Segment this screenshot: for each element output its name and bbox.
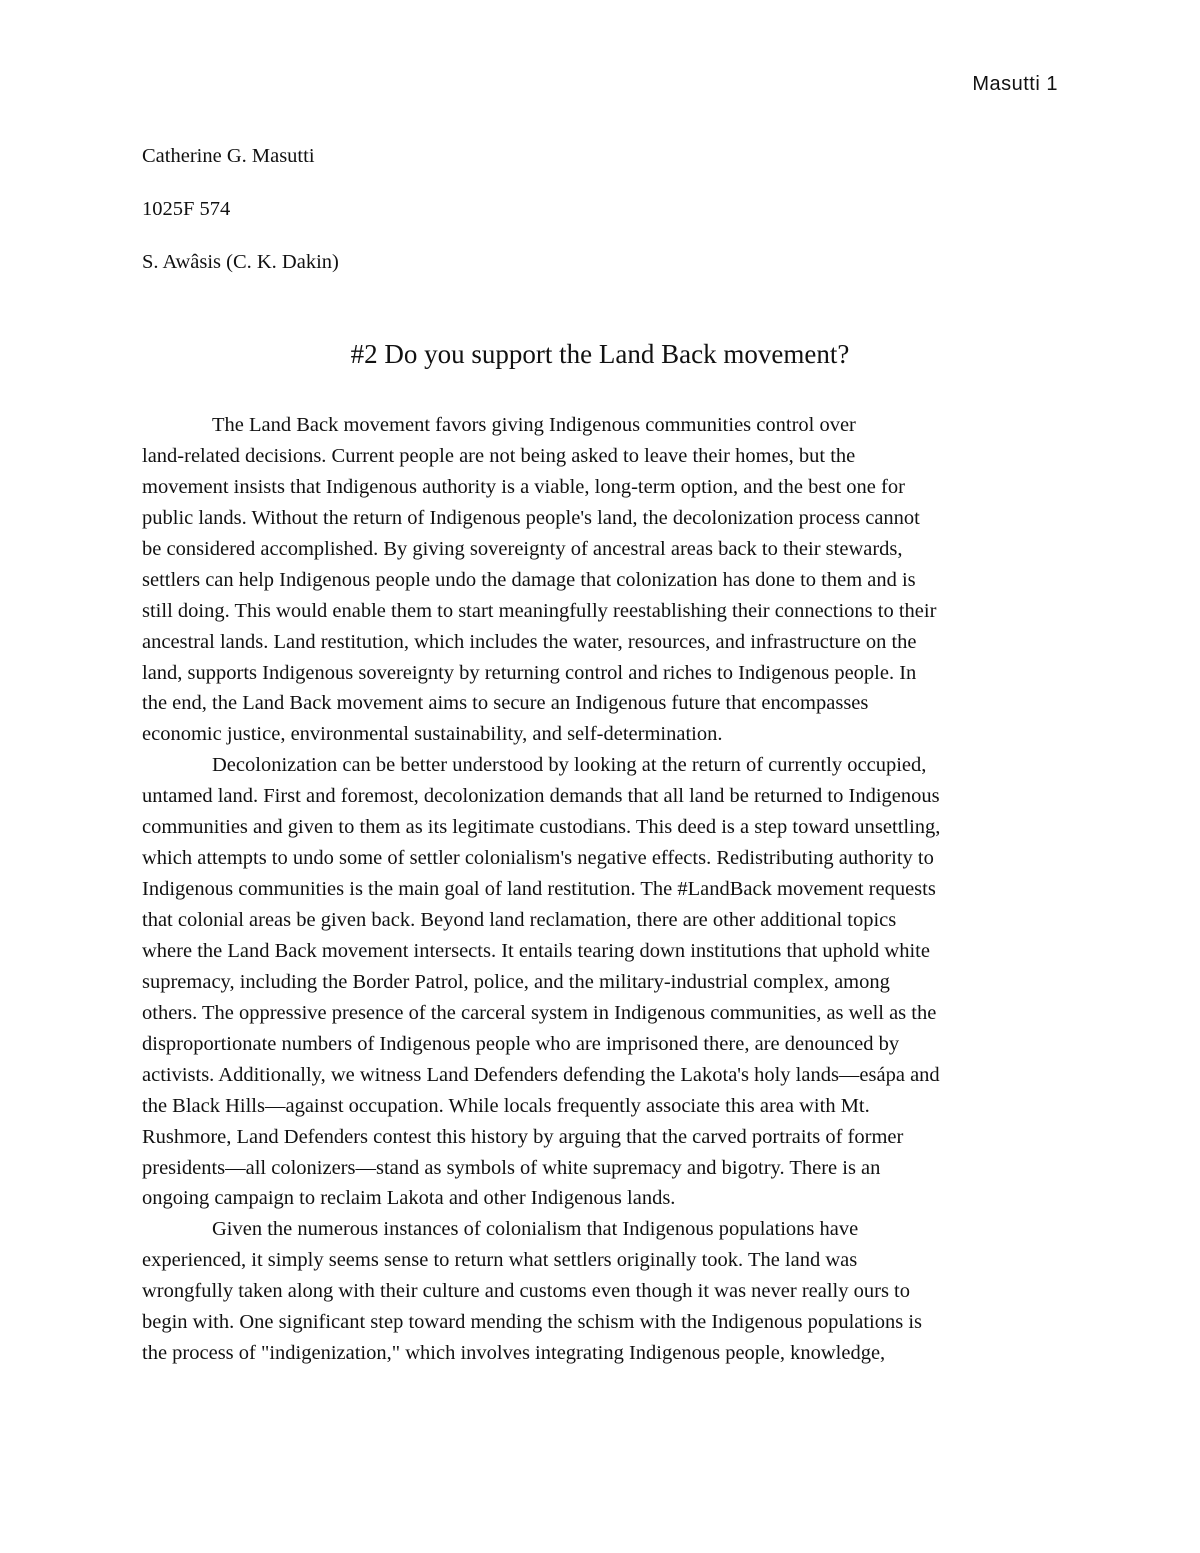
body-line: Rushmore, Land Defenders contest this history by arguing that the carved portraits of former: [142, 1125, 904, 1148]
body-line: still doing. This would enable them to start meaningfully reestablishing their connections to their: [142, 599, 937, 622]
body-line: Given the numerous instances of colonialism that Indigenous populations have: [212, 1218, 859, 1241]
body-line: settlers can help Indigenous people undo the damage that colonization has done to them and is: [142, 568, 916, 591]
body-line: movement insists that Indigenous authority is a viable, long-term option, and the best one for: [142, 475, 905, 498]
body-line: wrongfully taken along with their culture and customs even though it was never really ours to: [142, 1280, 910, 1303]
course-code: 1025F 574: [142, 198, 231, 220]
body-line: disproportionate numbers of Indigenous people who are imprisoned there, are denounced by: [142, 1032, 900, 1055]
body-line: which attempts to undo some of settler colonialism's negative effects. Redistributing authority to: [142, 847, 934, 870]
body-line: land-related decisions. Current people are not being asked to leave their homes, but the: [142, 444, 856, 467]
body-line: where the Land Back movement intersects. It entails tearing down institutions that uphold white: [142, 939, 930, 962]
body-line: communities and given to them as its legitimate custodians. This deed is a step toward unsettling,: [142, 816, 941, 839]
body-line: begin with. One significant step toward mending the schism with the Indigenous populations is: [142, 1311, 923, 1334]
author-name: Catherine G. Masutti: [142, 145, 315, 167]
body-line: be considered accomplished. By giving sovereignty of ancestral areas back to their stewards,: [142, 537, 903, 560]
body-line: the Black Hills—against occupation. While locals frequently associate this area with Mt.: [142, 1094, 870, 1117]
body-line: others. The oppressive presence of the carceral system in Indigenous communities, as well as the: [142, 1001, 937, 1024]
body-line: ancestral lands. Land restitution, which includes the water, resources, and infrastructure on the: [142, 630, 917, 653]
body-line: Indigenous communities is the main goal of land restitution. The #LandBack movement requests: [142, 878, 936, 901]
body-line: presidents—all colonizers—stand as symbols of white supremacy and bigotry. There is an: [142, 1156, 881, 1179]
instructor-name: S. Awâsis (C. K. Dakin): [142, 251, 339, 273]
body-line: The Land Back movement favors giving Indigenous communities control over: [212, 414, 856, 436]
heading-block: [142, 144, 1062, 303]
body-line: economic justice, environmental sustainability, and self-determination.: [142, 723, 723, 746]
body-line: untamed land. First and foremost, decolonization demands that all land be returned to Indigenous: [142, 785, 940, 808]
body-line: land, supports Indigenous sovereignty by returning control and riches to Indigenous people. In: [142, 661, 917, 684]
essay-title: #2 Do you support the Land Back movement?: [350, 339, 850, 369]
running-head: Masutti 1: [972, 73, 1058, 95]
body-line: ongoing campaign to reclaim Lakota and other Indigenous lands.: [142, 1187, 676, 1210]
body-line: the process of "indigenization," which involves integrating Indigenous people, knowledge,: [142, 1342, 886, 1365]
body-line: activists. Additionally, we witness Land Defenders defending the Lakota's holy lands—esápa and: [142, 1063, 940, 1086]
body-line: public lands. Without the return of Indigenous people's land, the decolonization process cannot: [142, 506, 920, 529]
body-line: the end, the Land Back movement aims to secure an Indigenous future that encompasses: [142, 692, 869, 715]
body-line: that colonial areas be given back. Beyond land reclamation, there are other additional topics: [142, 909, 897, 931]
body-line: experienced, it simply seems sense to return what settlers originally took. The land was: [142, 1249, 858, 1272]
body-line: supremacy, including the Border Patrol, police, and the military-industrial complex, among: [142, 970, 890, 993]
body-line: Decolonization can be better understood by looking at the return of currently occupied,: [212, 754, 927, 777]
essay-body: [142, 410, 1058, 1369]
